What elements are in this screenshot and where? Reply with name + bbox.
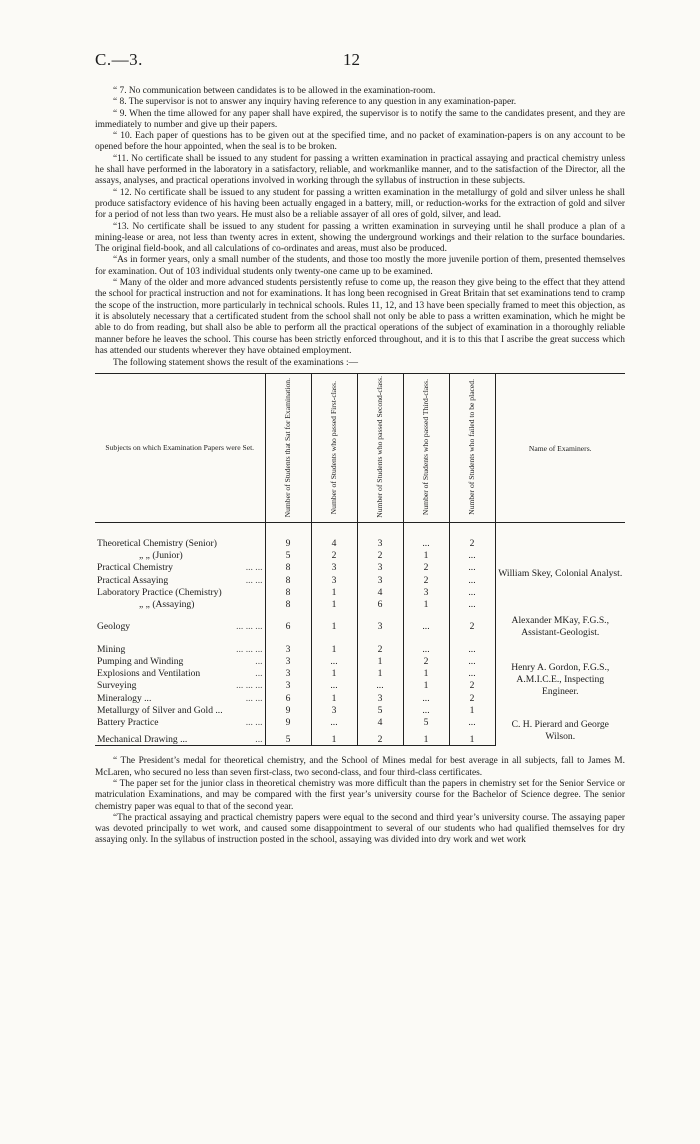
sat-count: 5 [265,729,311,746]
rules-section [95,86,625,369]
first-class-count: 1 [311,599,357,611]
third-class-count: ... [403,639,449,655]
header-failed-cell [449,374,495,523]
first-class-count: 1 [311,586,357,598]
subject-cell [95,717,265,729]
first-class-count: 3 [311,562,357,574]
table-row [95,537,625,549]
sat-count: 3 [265,639,311,655]
subject-name: Theoretical Chemistry (Senior) [97,537,217,549]
leader-dots: ... ... ... [236,680,263,692]
first-class-count: 4 [311,537,357,549]
table-intro: The following statement shows the result of the examinations :— [113,358,359,369]
failed-count: 2 [449,537,495,549]
header-third-cell [403,374,449,523]
subject-cell [95,639,265,655]
header-subjects: Subjects on which Examination Papers were Set. [95,374,265,523]
subject-cell [95,611,265,639]
sat-count: 6 [265,692,311,704]
third-class-count: 3 [403,586,449,598]
second-class-count: 2 [357,729,403,746]
subject-name: Practical Assaying [97,574,169,586]
third-class-count: 2 [403,574,449,586]
third-class-count: 1 [403,549,449,561]
spacer-cell [357,523,403,538]
paragraph: “As in former years, only a small number of the students, and those too mostly the more juvenile portion of them, presented themselves for examination. Out of 103 individual students only twenty-one came up to be examined. [95,255,625,277]
first-class-count: ... [311,655,357,667]
third-class-count: ... [403,704,449,716]
paragraph: “ 12. No certificate shall be issued to any student for passing a written examination in the metallurgy of gold and silver unless he shall produce satisfactory evidence of his having been actually engaged in a battery, mill, or reduction-works for the extraction of gold and silver for a period of not less than two years. He must also be a reliable assayer of all ores of gold, silver, and lead. [95,187,625,221]
sat-count: 8 [265,586,311,598]
subject-cell [95,537,265,549]
first-class-count: 1 [311,639,357,655]
document-page [95,50,625,847]
third-class-count: ... [403,611,449,639]
header-second-cell [357,374,403,523]
leader-dots: ... ... ... [236,621,263,633]
leader-dots: ... ... ... [236,643,263,655]
failed-count: ... [449,562,495,574]
second-class-count: 3 [357,692,403,704]
spacer-cell [403,523,449,538]
subject-cell [95,729,265,746]
second-class-count: 3 [357,537,403,549]
paragraph: “ 10. Each paper of questions has to be given out at the specified time, and no packet of examination-papers is on any account to be opened before the hour appointed, when the seal is to be broken. [95,131,625,153]
subject-cell [95,655,265,667]
second-class-count: 3 [357,611,403,639]
first-class-count: 2 [311,549,357,561]
paragraph: “ Many of the older and more advanced students persistently refuse to come up, the reason they give being to the effect that they attend the school for practical instruction and not for examinations. It has long been recognised in Great Britain that set examinations tend to cramp the scope of the instruction, more particularly in technical schools. Rules 11, 12, and 13 have been specially framed to meet this objection, as it is absolutely necessary that a certificated student from the school shall not only be able to pass a written examination, which he might be able to do from reading, but shall also be able to perform all the practical operations of the subject of examination in a thoroughly reliable manner before he leaves the school. This course has been strictly enforced throughout, and it is to this that I ascribe the great success which has attended our students wherever they have obtained employment. [95,278,625,356]
second-class-count: 3 [357,562,403,574]
first-class-count: ... [311,680,357,692]
failed-count: 2 [449,611,495,639]
sat-count: 3 [265,655,311,667]
table-row [95,639,625,655]
subject-name: Surveying [97,680,137,692]
second-class-count: 5 [357,704,403,716]
failed-count: ... [449,599,495,611]
subject-name: Geology [97,621,131,633]
examiner-group-1: William Skey, Colonial Analyst. [495,537,625,611]
table-row [95,717,625,729]
subject-name: Laboratory Practice (Chemistry) [97,586,222,598]
subject-cell [95,574,265,586]
leader-dots: ... ... [245,717,263,729]
paragraph: “ The paper set for the junior class in theoretical chemistry was more difficult than the papers in chemistry set for the Senior Service or matriculation Examinations, and may be compared with the first year’s university course for the Bachelor of Science degree. The senior chemistry paper was equal to that of the second year. [95,778,625,812]
leader-dots: ... [255,655,263,667]
spacer-cell [95,523,265,538]
second-class-count: 2 [357,639,403,655]
examiner-group-3: Henry A. Gordon, F.G.S., A.M.I.C.E., Inspecting Engineer. [495,639,625,717]
first-class-count: 3 [311,704,357,716]
paragraph: “13. No certificate shall be issued to any student for passing a written examination in surveying until he shall produce a plan of a mining-lease or area, not less than twenty acres in extent, showing the underground workings and their relation to the surface boundaries. The original field-book, and all calculations of co-ordinates and areas, must also be produced. [95,221,625,255]
spacer-cell [495,523,625,538]
third-class-count: ... [403,692,449,704]
subject-name: Battery Practice [97,717,159,729]
examination-results-table [95,373,625,746]
subject-cell [95,680,265,692]
table-spacer-row [95,523,625,538]
subject-cell [95,704,265,716]
subject-cell [95,692,265,704]
failed-count: ... [449,586,495,598]
sat-count: 9 [265,537,311,549]
paragraph: “ The President’s medal for theoretical chemistry, and the School of Mines medal for best average in all subjects, fall to James M. McLaren, who secured no less than seven first-class, two second-class, and four third-class certificates. [95,756,625,778]
third-class-count: 2 [403,655,449,667]
subject-cell [95,549,265,561]
leader-dots: ... ... [245,574,263,586]
subject-name: Mining [97,643,126,655]
sat-count: 6 [265,611,311,639]
second-class-count: 1 [357,655,403,667]
spacer-cell [449,523,495,538]
first-class-count: 1 [311,611,357,639]
third-class-count: 2 [403,562,449,574]
second-class-count: 1 [357,668,403,680]
first-class-count: 3 [311,574,357,586]
header-examiners: Name of Examiners. [495,374,625,523]
second-class-count: 4 [357,586,403,598]
sat-count: 8 [265,562,311,574]
subject-name: Metallurgy of Silver and Gold ... [97,705,223,717]
page-number: 12 [343,50,360,69]
first-class-count: ... [311,717,357,729]
first-class-count: 1 [311,692,357,704]
paragraph: “11. No certificate shall be issued to any student for passing a written examination in practical assaying and practical chemistry unless he shall have performed in the laboratory in a satisfactory, reliable, and workmanlike manner, and to the satisfaction of the Director, all the assays, analyses, and practical operations involved in working through the syllabus of instruction in these subjects. [95,153,625,187]
second-class-count: 6 [357,599,403,611]
spacer-cell [265,523,311,538]
sat-count: 9 [265,704,311,716]
header-second-class: Number of Students who passed Second-class. [374,376,384,519]
second-class-count: 4 [357,717,403,729]
third-class-count: 1 [403,680,449,692]
examiner-group-4: C. H. Pierard and George Wilson. [495,717,625,746]
failed-count: ... [449,639,495,655]
failed-count: 2 [449,692,495,704]
second-class-count: 3 [357,574,403,586]
third-class-count: 5 [403,717,449,729]
table-row [95,611,625,639]
first-class-count: 1 [311,668,357,680]
failed-count: ... [449,655,495,667]
subject-name: Explosions and Ventilation [97,668,201,680]
sat-count: 5 [265,549,311,561]
header-first-cell [311,374,357,523]
subject-name: „ „ (Junior) [139,550,183,562]
third-class-count: 1 [403,729,449,746]
sat-count: 3 [265,668,311,680]
sat-count: 3 [265,680,311,692]
failed-count: ... [449,574,495,586]
header-third-class: Number of Students who passed Third-class. [420,379,430,516]
header-first-class: Number of Students who passed First-class. [328,380,338,514]
document-code: C.—3. [95,50,143,69]
second-class-count: ... [357,680,403,692]
subject-name: Pumping and Winding [97,655,184,667]
subject-name: Mechanical Drawing ... [97,733,188,745]
subject-cell [95,668,265,680]
paragraph: “ 7. No communication between candidates is to be allowed in the examination-room. [113,86,436,96]
spacer-cell [311,523,357,538]
subject-name: Mineralogy ... [97,692,152,704]
failed-count: 1 [449,729,495,746]
first-class-count: 1 [311,729,357,746]
header-sat-cell [265,374,311,523]
results-commentary [95,756,625,846]
examiner-group-2: Alexander MKay, F.G.S., Assistant-Geologist. [495,611,625,639]
leader-dots: ... [255,733,263,745]
table-header-row [95,374,625,523]
second-class-count: 2 [357,549,403,561]
paragraph: “ 9. When the time allowed for any paper shall have expired, the supervisor is to notify the same to the candidates present, and they are immediately to number and give up their papers. [95,108,625,130]
third-class-count: 1 [403,668,449,680]
third-class-count: 1 [403,599,449,611]
subject-name: Practical Chemistry [97,562,173,574]
sat-count: 8 [265,599,311,611]
leader-dots: ... ... [245,692,263,704]
sat-count: 9 [265,717,311,729]
subject-cell [95,586,265,598]
page-header [95,50,625,72]
failed-count: ... [449,668,495,680]
header-failed: Number of Students who failed to be placed. [466,379,476,516]
subject-cell [95,562,265,574]
leader-dots: ... [255,668,263,680]
sat-count: 8 [265,574,311,586]
paragraph: “The practical assaying and practical chemistry papers were equal to the second and third year’s university course. The assaying paper was devoted principally to wet work, and caused some disappointment to several of our students who had qualified themselves for dry assaying only. In the syllabus of instruction posted in the school, assaying was divided into dry work and wet work [95,812,625,846]
leader-dots: ... ... [245,562,263,574]
failed-count: 1 [449,704,495,716]
failed-count: ... [449,717,495,729]
failed-count: 2 [449,680,495,692]
third-class-count: ... [403,537,449,549]
subject-name: „ „ (Assaying) [139,599,195,611]
subject-cell [95,599,265,611]
header-sat: Number of Students that Sat for Examination. [282,377,292,517]
failed-count: ... [449,549,495,561]
paragraph: “ 8. The supervisor is not to answer any inquiry having reference to any question in any examination-paper. [113,97,517,108]
